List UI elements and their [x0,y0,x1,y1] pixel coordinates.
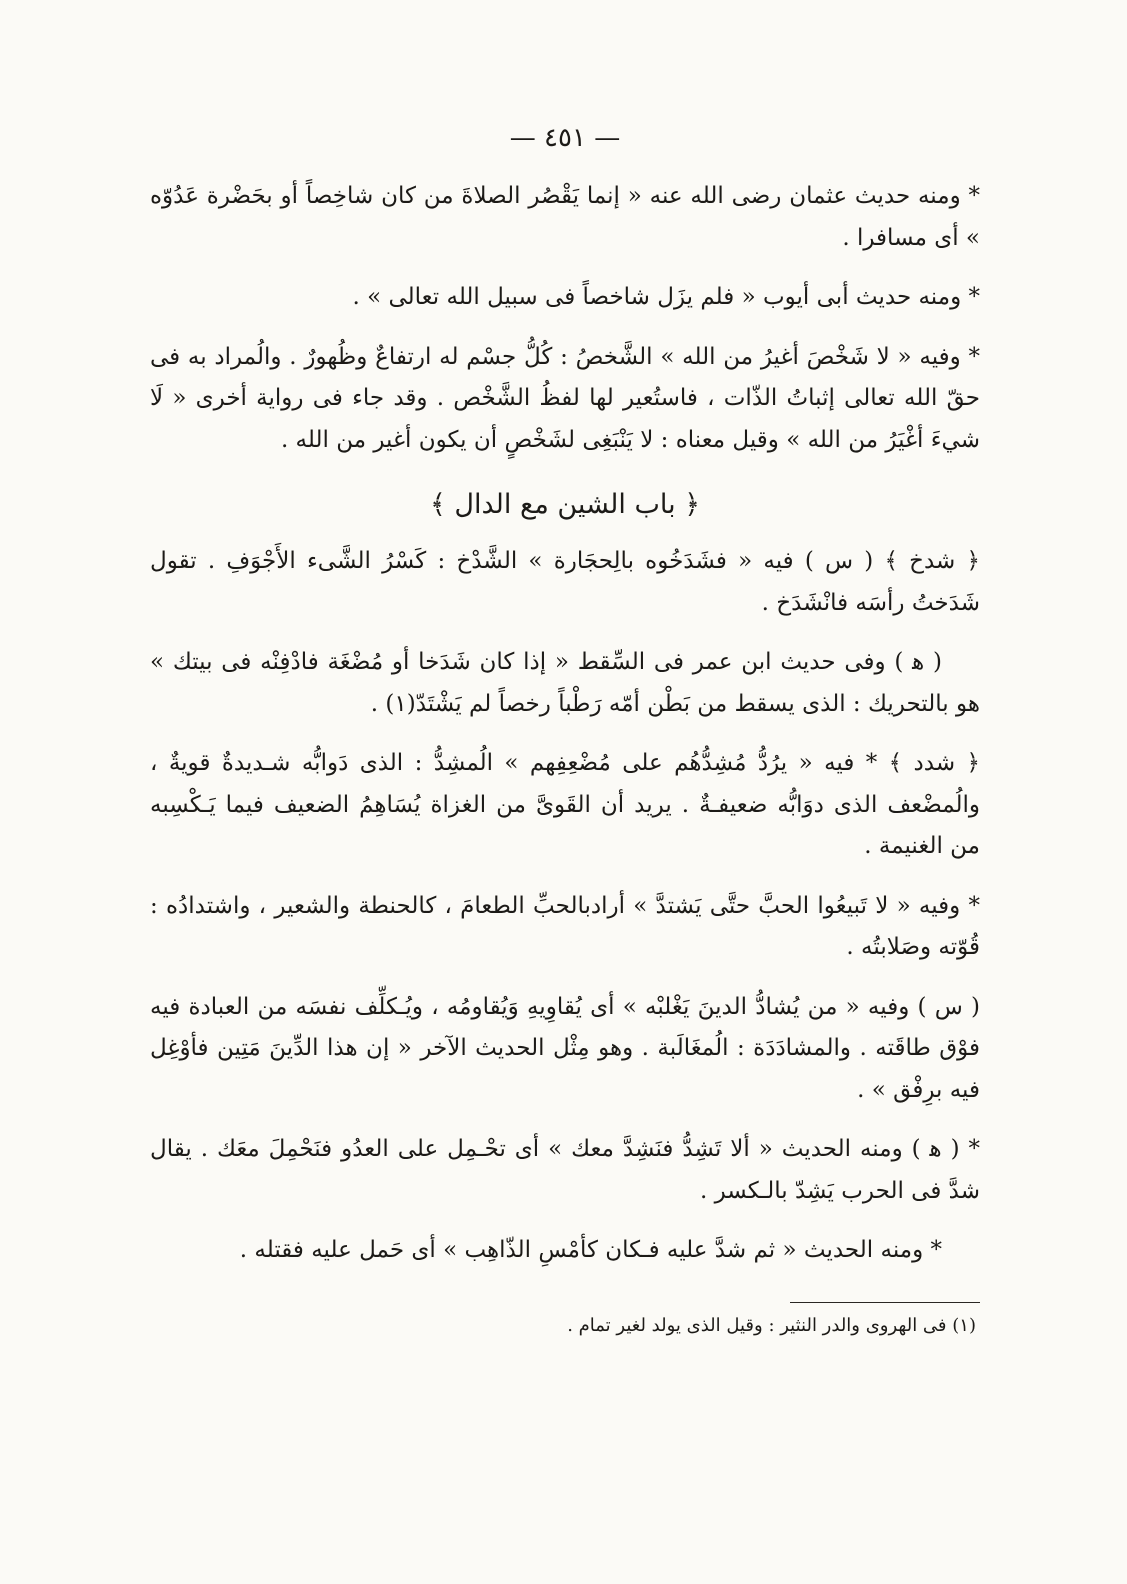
entry-ibn-umar-hadith: ( ﻫ ) وفى حديث ابن عمر فى السِّقط « إذا كان شَدَخا أو مُضْغَة فادْفِنْه فى بيتك » هو بالتحريك : الذى يسقط من بَطْن أمّه رَطْباً رخصاً لم يَشْتَدّ(١) . [150,649,980,717]
entry-tashiddu-hadith: * ( ﻫ ) ومنه الحديث « ألا تَشِدُّ فنَشِدَّ معك » أى تحْـمِل على العدُو فنَحْمِلَ معَك . يقال شدَّ فى الحرب يَشِدّ بالـكسر . [150,1136,980,1204]
entry-habb-hadith: * وفيه « لا تَبيعُوا الحبَّ حتَّى يَشتدَّ » أرادبالحبِّ الطعامَ ، كالحنطة والشعير ، واشتدادُه : قُوّته وصَلابتُه . [150,892,980,960]
entry-shadda-alayhi: * ومنه الحديث « ثم شدَّ عليه فـكان كأمْسِ الذّاهِب » أى حَمل عليه فقتله . [239,1237,942,1263]
footnote-divider [790,1302,980,1303]
paragraph-uthman-hadith: * ومنه حديث عثمان رضى الله عنه « إنما يَقْصُر الصلاةَ من كان شاخِصاً أو بحَضْرة عَدُوّه » أى مسافرا . [150,183,980,251]
page-number: — ٤٥١ — [509,123,621,153]
paragraph-shakhs-definition: * وفيه « لا شَخْصَ أغيرُ من الله » الشَّخصُ : كُلُّ جسْم له ارتفاعٌ وظُهورٌ . والُمراد به فى حقّ الله تعالى إثباتُ الذّات ، فاستُعير لها لفظُ الشَّخْص . وقد جاء فى رواية أخرى « لَا شيءَ أغْيَرُ من الله » وقيل معناه : لا يَنْبَغِى لشَخْصٍ أن يكون أغير من الله . [150,343,980,453]
footnote: (١) فى الهروى والدر النثير : وقيل الذى يولد لغير تمام . [567,1314,976,1336]
entry-yushaddu-deen: ( س ) وفيه « من يُشادُّ الدينَ يَغْلبْه » أى يُقاوِيهِ وَيُقاومُه ، ويُـكلِّف نفسَه من العبادة فيه فوْق طاقَته . والمشادَدَة : الُمغَالَبة . وهو مِثْل الحديث الآخر « إن هذا الدِّينَ مَتِين فأوْغِل فيه برِفْق » . [150,993,980,1103]
entry-shadakh: ﴿ شدخ ﴾ ( س ) فيه « فشَدَخُوه بالِحجَارة » الشَّدْخ : كَسْرُ الشَّىء الأَجْوَفِ . تقول شَدَختُ رأسَه فانْشَدَخ . [150,548,980,616]
section-heading: ﴿ باب الشين مع الدال ﴾ [429,489,701,520]
page-content [150,118,980,1341]
paragraph-abu-ayyub-hadith: * ومنه حديث أبى أيوب « فلم يزَل شاخصاً فى سبيل الله تعالى » . [352,284,980,310]
entry-shadad: ﴿ شدد ﴾ * فيه « يرُدُّ مُشِدُّهُم على مُضْعِفِهم » الُمشِدُّ : الذى دَوابُّه شـديدةٌ قويةٌ ، والُمضْعف الذى دوَابُّه ضعيفـةٌ . يريد أن القَوىَّ من الغزاة يُسَاهِمُ الضعيف فيما يَـكْسِبه من الغنيمة . [150,750,980,859]
